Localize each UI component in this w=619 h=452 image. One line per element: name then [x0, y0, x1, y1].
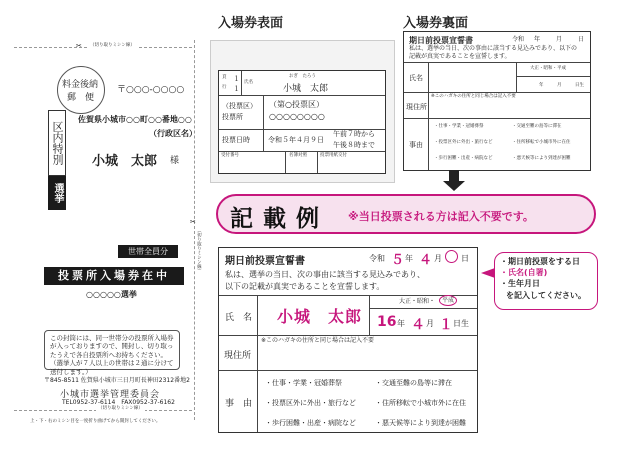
office-address: 〒845-8511 佐賀県小城市三日月町長神田2312番地2 — [44, 377, 190, 384]
year-unit: 年 — [534, 36, 541, 43]
era-circled: 平成 — [439, 295, 457, 306]
address-note: ※このハガキの住所と同じ場合は記入不要 — [431, 94, 516, 99]
example-banner — [216, 194, 596, 234]
polling-place-value: （第○投票区） ○○○○○○○○ — [269, 100, 325, 121]
ballot-issue-label: 投票用紙交付 — [320, 153, 347, 158]
example-oath-form — [218, 247, 478, 433]
year-unit: 年 — [405, 254, 413, 263]
birth-month-unit: 月 — [426, 319, 434, 328]
line-number: １ — [233, 85, 240, 93]
page-number: １ — [233, 75, 240, 83]
reason-option: ・投票区外に外出・旅行など — [265, 399, 356, 407]
era-options: 大正・昭和・ — [399, 298, 436, 305]
birth-year-unit: 年 — [539, 83, 544, 88]
day-unit: 日 — [578, 36, 585, 43]
birth-year-unit: 年 — [397, 319, 405, 328]
perforation-label: （切り取りミシン線） — [90, 43, 135, 48]
callout-pointer-icon — [481, 268, 495, 278]
callout-line: ・生年月日 — [500, 279, 540, 289]
scissors-icon: ✂ — [76, 42, 82, 50]
banner-note: ※当日投票される方は記入不要です。 — [348, 210, 534, 223]
callout-line: ・氏名(自署) — [500, 268, 548, 278]
scissors-icon: ✂ — [190, 218, 196, 226]
oath-title: 期日前投票宣誓書 — [409, 36, 473, 45]
perforation-label-2: （切り取りミシン線） — [98, 406, 143, 411]
reason-option: ・歩行困難・出産・病院など — [434, 156, 493, 161]
polling-place-label: （投票区） 投票所 — [222, 102, 257, 121]
notice-box: この封筒には、同一世帯分の投票所入場券が入っておりますので、開封し、切り取ったうえで各自投票所へお持ちください。（選挙人が７人以上の世帯は２通に分けて送付します。） — [44, 330, 180, 370]
perforation-line-vertical — [194, 40, 195, 420]
office-name: 小城市選挙管理委員会 — [60, 390, 161, 400]
voting-date: 令和５年４月９日 — [268, 136, 324, 144]
office-phone: TEL0952-37-6114 FAX0952-37-6162 — [62, 399, 175, 406]
oath-title: 期日前投票宣誓書 — [225, 256, 305, 267]
ticket-enclosed-banner: 投票所入場券在中 — [44, 267, 184, 285]
voting-hours: 午前７時から 午後８時まで — [333, 130, 375, 149]
name-label: 氏 名 — [225, 313, 253, 323]
opening-instruction: 上・下・右のミシン目を一度折り曲げてから開封してください。 — [30, 419, 161, 424]
reason-option: ・悪天候等により到達が困難 — [375, 419, 466, 427]
voting-date-label: 投票日時 — [222, 136, 250, 144]
oath-month: ４ — [419, 253, 433, 268]
honorific: 様 — [170, 156, 180, 166]
day-circle-mark — [445, 250, 458, 263]
line-label: 行 — [222, 85, 227, 90]
postage-text: 料金後納 — [62, 80, 99, 90]
district-name: （行政区名） — [149, 129, 197, 138]
oath-text-line-2: 以下の記載が真実であることを宣誓します。 — [225, 282, 385, 291]
callout-line: ・期日前投票をする日 — [500, 257, 580, 266]
oath-year: ５ — [391, 253, 405, 268]
postal-code: 〒○○○-○○○○ — [117, 85, 185, 95]
page-label: 頁 — [222, 75, 227, 80]
election-name: ○○○○○選挙 — [86, 290, 137, 299]
birth-day-unit: 日生 — [453, 319, 469, 328]
era-label: 令和 — [369, 254, 385, 263]
postage-text-2: 郵 便 — [67, 93, 95, 103]
instruction-callout — [494, 252, 598, 310]
recipient-name: 小城 太郎 — [92, 154, 158, 169]
address: 佐賀県小城市○○町○○番地○○ — [78, 115, 192, 124]
month-unit: 月 — [556, 36, 563, 43]
reason-option: ・仕事・学業・冠婚葬祭 — [434, 124, 484, 129]
household-badge: 世帯全員分 — [118, 245, 178, 258]
reason-option: ・仕事・学業・冠婚葬祭 — [265, 379, 342, 387]
back-heading: 入場券裏面 — [403, 16, 469, 31]
day-unit: 日 — [461, 254, 469, 263]
address-label: 現住所 — [224, 351, 252, 361]
reason-option: ・歩行困難・出産・病院など — [265, 419, 356, 427]
name-label: 氏名 — [409, 74, 423, 82]
month-unit: 月 — [434, 254, 442, 263]
reason-option: ・交通至難の島等に滞在 — [512, 124, 562, 129]
reason-option: ・住所移転で小城市外に在住 — [375, 399, 466, 407]
reason-option: ・投票区外に外出・旅行など — [434, 140, 493, 145]
era-label: 令和 — [512, 36, 525, 43]
oath-text-line-1: 私は、選挙の当日、次の事由に該当する見込みであり、 — [225, 270, 425, 279]
address-note: ※このハガキの住所と同じ場合は記入不要 — [261, 337, 375, 344]
birth-day-unit: 日生 — [575, 83, 584, 88]
example-name: 小城 太郎 — [277, 307, 363, 326]
reason-option: ・交通至難の島等に滞在 — [375, 379, 452, 387]
perforation-label-3: （切り取りミシン線） — [196, 228, 202, 273]
reason-label: 事由 — [409, 141, 423, 149]
example-title: 記載例 — [230, 206, 329, 232]
voter-name: 小城 太郎 — [283, 84, 329, 94]
era-options: 大正・昭和・平成 — [530, 66, 566, 71]
birth-year: 16 — [377, 314, 397, 330]
address-label: 現住所 — [406, 103, 427, 111]
front-heading: 入場券表面 — [218, 16, 284, 31]
furigana: おぎ たろう — [289, 74, 316, 79]
postage-paid-stamp — [57, 66, 105, 114]
name-label: 氏名 — [244, 80, 253, 85]
birth-month: ４ — [411, 317, 425, 333]
reason-option: ・住所移転で小城市外に在住 — [512, 140, 571, 145]
district-special-label: 区内特別 — [48, 110, 66, 176]
oath-text: 私は、選挙の当日、次の事由に該当する見込みであり、以下の記載が真実であることを宣誓します。 — [409, 45, 578, 60]
birth-month-unit: 月 — [557, 83, 562, 88]
reason-option: ・悪天候等により到達が困難 — [512, 156, 571, 161]
birth-day: １ — [439, 317, 453, 333]
ticket-front — [218, 70, 386, 174]
register-check-label: 名簿対照 — [289, 153, 307, 158]
down-arrow-head-icon — [443, 181, 465, 191]
reason-label: 事 由 — [225, 399, 253, 409]
ticket-back — [403, 31, 591, 171]
reception-number-label: 受付番号 — [221, 153, 239, 158]
election-label: 選挙 — [48, 176, 66, 210]
callout-line: を記入してください。 — [506, 290, 586, 300]
